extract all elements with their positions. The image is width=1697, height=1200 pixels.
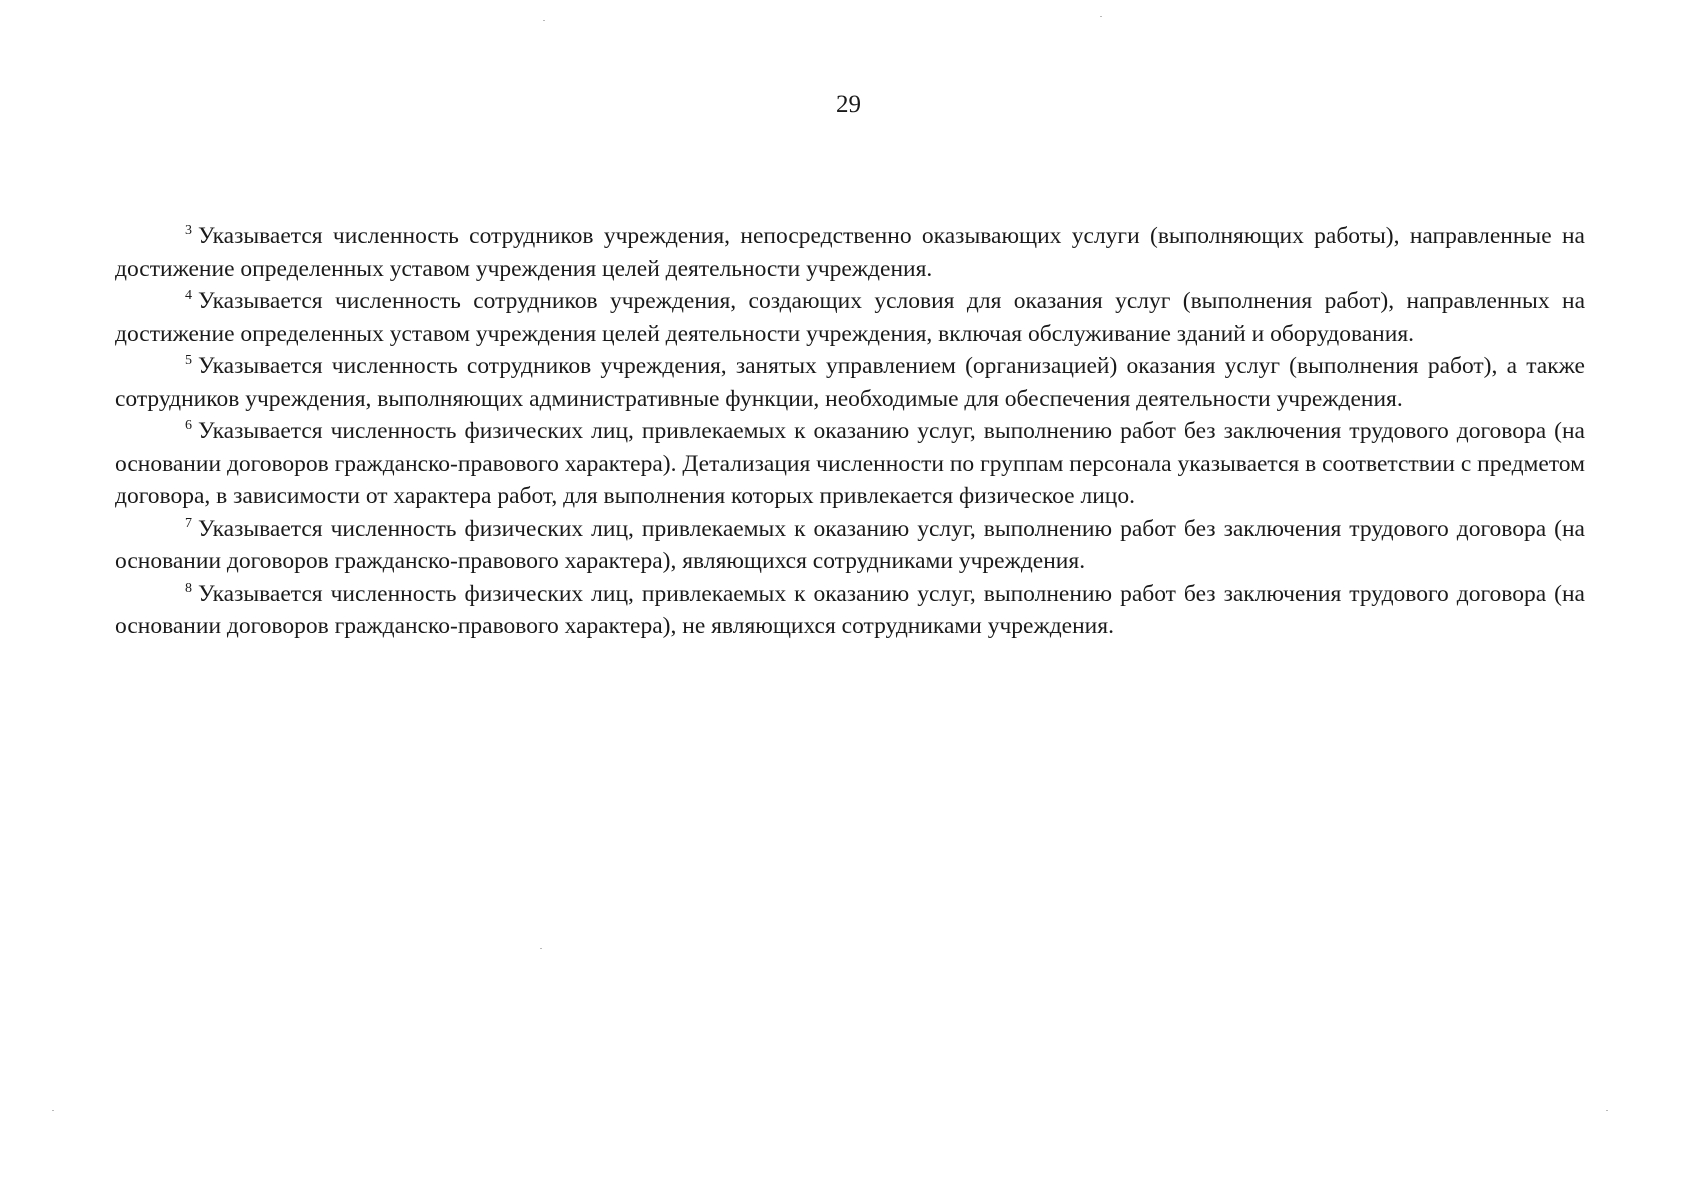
scan-speck (1100, 16, 1102, 17)
scan-speck (1606, 1110, 1608, 1111)
scan-speck (52, 1110, 54, 1111)
footnote-4 (115, 285, 1585, 350)
footnote-7 (115, 513, 1585, 578)
footnote-text: Указывается численность физических лиц, привлекаемых к оказанию услуг, выполнению работ без заключения трудового договора (на основании договоров гражданско-правового характера), являющихся сотрудниками учреждения. (115, 515, 1585, 574)
footnote-8 (115, 578, 1585, 643)
scan-speck (540, 948, 542, 949)
footnote-marker: 8 (185, 580, 192, 596)
footnote-text: Указывается численность сотрудников учреждения, создающих условия для оказания услуг (выполнения работ), направленных на достижение определенных уставом учреждения целей деятельности учреждения, включая обслуживание зданий и оборудования. (115, 288, 1585, 347)
footnote-6 (115, 415, 1585, 513)
footnote-text: Указывается численность физических лиц, привлекаемых к оказанию услуг, выполнению работ без заключения трудового договора (на основании договоров гражданско-правового характера). Детализация численности по группам персонала указывается в соответствии с предметом договора, в зависимости от характера работ, для выполнения которых привлекается физическое лицо. (115, 418, 1585, 509)
footnote-text: Указывается численность сотрудников учреждения, занятых управлением (организацией) оказания услуг (выполнения работ), а также сотрудников учреждения, выполняющих административные функции, необходимые для обеспечения деятельности учреждения. (115, 353, 1585, 412)
footnote-text: Указывается численность физических лиц, привлекаемых к оказанию услуг, выполнению работ без заключения трудового договора (на основании договоров гражданско-правового характера), не являющихся сотрудниками учреждения. (115, 580, 1585, 639)
footnote-marker: 7 (185, 515, 192, 531)
footnote-marker: 5 (185, 353, 192, 368)
footnote-5 (115, 350, 1585, 415)
scan-speck (543, 20, 545, 21)
page-number: 29 (836, 91, 861, 118)
footnote-marker: 4 (185, 288, 192, 303)
footnote-3 (115, 220, 1585, 285)
footnotes-section (115, 220, 1585, 643)
footnote-marker: 6 (185, 418, 192, 433)
footnote-text: Указывается численность сотрудников учреждения, непосредственно оказывающих услуги (выполняющих работы), направленные на достижение определенных уставом учреждения целей деятельности учреждения. (115, 223, 1585, 282)
footnote-marker: 3 (185, 223, 192, 238)
